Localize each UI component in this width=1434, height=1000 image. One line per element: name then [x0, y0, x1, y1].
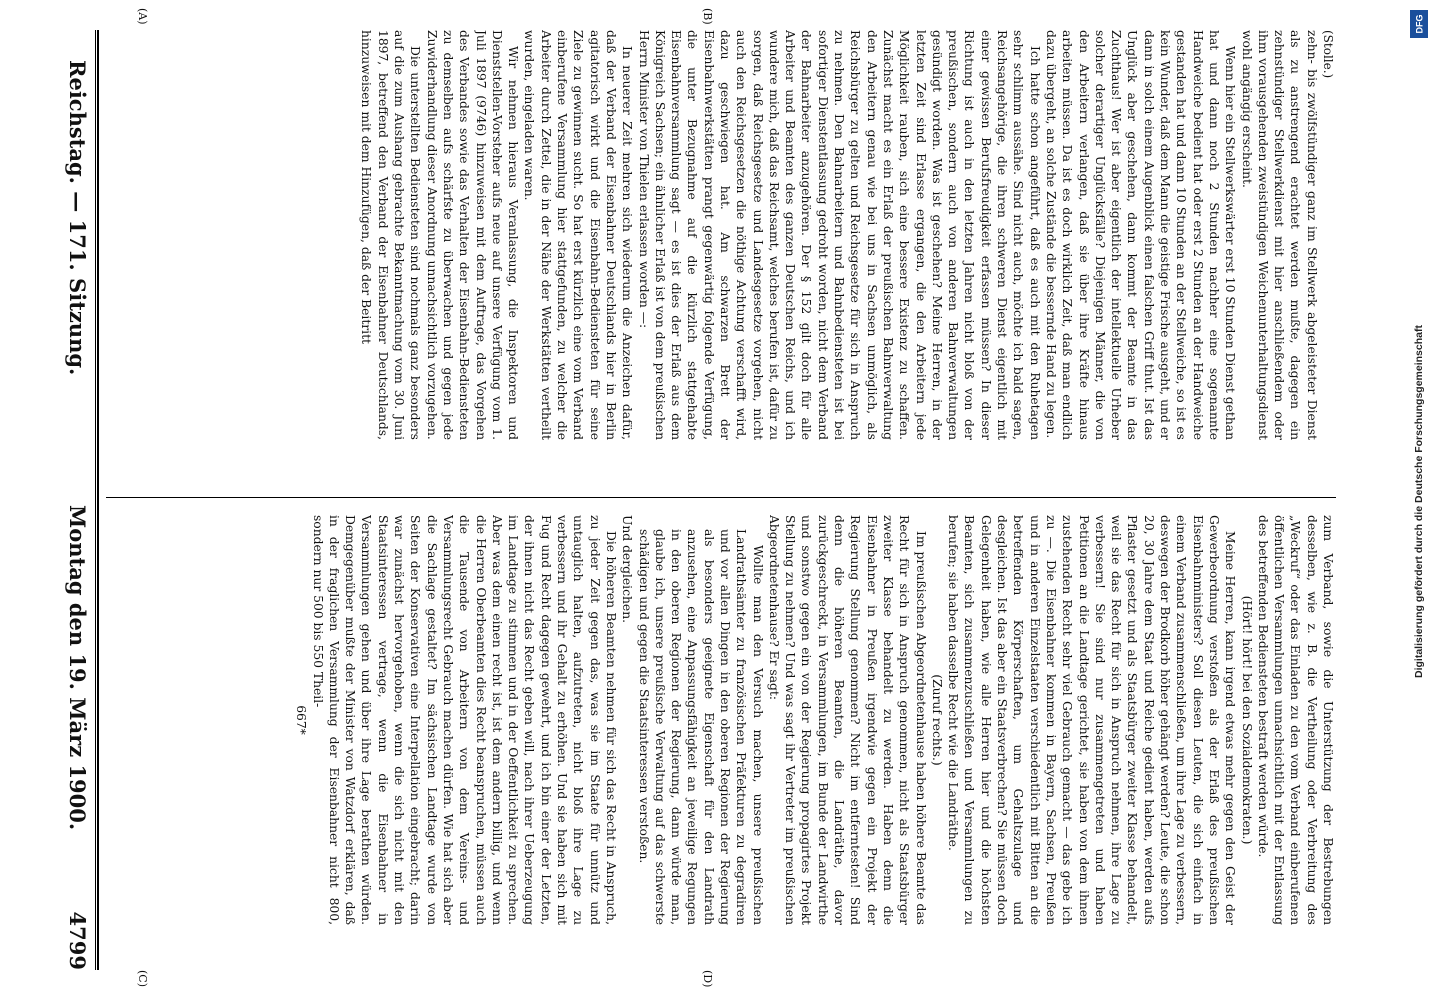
- paragraph: Wenn hier ein Stellwerkswärter erst 10 Stunden Dienst gethan hat und dann noch 2 Stunden nachher eine sogenannte Handweiche bedient hat oder erst 2 Stunden an der Handweiche gestanden hat und dann 10 Stunden an der Stellweiche, so ist es kein Wunder, daß dem Mann die geistige Frische ausgeht, und er dann in solch einem Augenblick einen falschen Griff thut. Ist das Unglück aber geschehen, dann kommt der Beamte in das Zuchthaus! Wer ist aber eigentlich der intellektuelle Urheber solcher derartiger Unglücksfälle? Diejenigen Männer, die von den Arbeitern verlangen, daß sie über ihre Kräfte hinaus arbeiten müssen. Da ist es doch wirklich Zeit, daß man endlich dazu übergeht, an solche Zustände die bessernde Hand zu legen.: [1043, 30, 1238, 440]
- dfg-credit-text: Digitalisierung gefördert durch die Deutsche Forschungsgemeinschaft: [1413, 325, 1425, 678]
- interjection: (Hört! hört! bei den Sozialdemokraten.): [1239, 595, 1254, 845]
- paragraph: Die höheren Beamten nehmen für sich das Recht in Anspruch, zu jeder Zeit gegen das, was sie im Staate für unnütz und untauglich halten, aufzutreten, nicht bloß ihre Lage zu verbessern und ihr Gehalt zu erhöhen. Und sie haben sich mit Fug und Recht dagegen gewehrt, und ich bin einer der Letzten, der ihnen nicht das Recht geben will, nach ihrer Ueberzeugung im Landtage zu stimmen und in der Oeffentlichkeit zu sprechen. Aber was dem einen recht ist, ist dem andern billig, und wenn die Herren Oberbeamten dies Recht beanspruchen, müssen auch die Tausende von Arbeitern von dem Vereins- und Versammlungsrecht Gebrauch machen dürfen. Wie hat sich aber die Sachlage gestaltet? Im sächsischen Landtage wurde von Seiten der Konservativen eine Interpellation eingebracht; darin war zunächst hervorgehoben, wenn die sich nicht mit den Staatsinteressen vertrage, wenn die Eisenbahner in Versammlungen gehen und über ihre Lage berathen würden. Demgegenüber mußte der Minister von Watzdorf erklären, daß in der fraglichen Versammlung der Eisenbahner nicht 800, sondern nur 500 bis 550 Theil-: [310, 515, 618, 925]
- marker-c: (C): [136, 970, 149, 987]
- page-number: 4799: [65, 911, 90, 970]
- header-rule: [97, 30, 99, 970]
- marker-a: (A): [136, 8, 149, 25]
- header-center-title: Montag den 19. März 1900.: [65, 505, 90, 831]
- left-column: [104, 30, 1336, 440]
- paragraph: In neuerer Zeit mehren sich wiederum die Anzeichen dafür, daß der Verband der Eisenbahner Deutschlands hier in Berlin agitatorisch wirkt und die Eisenbahn-Bediensteten für seine Ziele zu gewinnen sucht. So hat erst kürzlich eine vom Verband einberufene Versammlung hier stattgefunden, zu welcher die Arbeiter durch Zettel, die in der Nähe der Werkstätten vertheilt wurden, eingeladen waren.: [522, 30, 635, 440]
- paragraph: Ich hatte schon angeführt, daß es auch mit den Ruhetagen sehr schlimm aussähe. Sind nicht auch, möchte ich bald sagen, Reichsangehörige, die ihren schweren Dienst eigentlich mit einer gewissen Berufsfreudigkeit erfassen müssen? In dieser Richtung ist auch in den letzten Jahren nicht bloß von der preußischen, sondern auch von anderen Bahnverwaltungen gesündigt worden. Was ist geschehen? Meine Herren, in der letzten Zeit sind Erlasse ergangen, die den Arbeitern jede Möglichkeit rauben, sich eine bessere Existenz zu schaffen. Zunächst macht es ein Erlaß der preußischen Bahnverwaltung den Arbeitern genau wie bei uns in Sachsen unmöglich, als Reichsbürger zu gelten und Reichsgesetze für sich in Anspruch zu nehmen. Den Bahnarbeitern und Bahnbediensteten ist bei sofortiger Dienstentlassung gedroht worden, nicht dem Verband der Bahnarbeiter anzugehören. Der § 152 gilt doch für alle Arbeiter und Beamten des ganzen Deutschen Reichs, und ich wundere mich, daß das Reichsamt, welches berufen ist, dafür zu sorgen, daß Reichsgesetze und Landesgesetze vorgehen, nicht auch den Reichsgesetzen die nöthige Achtung verschafft wird, dazu geschwiegen hat. Am schwarzen Brett der Eisenbahnwerkstätten prangt gegenwärtig folgende Verfügung, die unter Bezugnahme auf die kürzlich stattgehabte Eisenbahnversammlung sagt — es ist dies der Erlaß aus dem Königreich Sachsen; ein ähnlicher Erlaß ist von dem preußischen Herrn Minister von Thielen erlassen worden —:: [636, 30, 1042, 440]
- marker-d: (D): [701, 970, 714, 988]
- paragraph: zehn- bis zwölfstündiger ganz im Stellwerk abgeleisteter Dienst als zu anstrengend erachtet werden mußte, dagegen ein zehnstündiger Stellwerkdienst mit hier anschließendem oder ihm vorausgehenden zweistündigen Weichenunterhaltungsdienst wohl angängig erscheint.: [1239, 30, 1319, 440]
- paragraph: Die unterstellten Bediensteten sind nochmals ganz besonders auf die zum Aushang gebrachte Bekanntmachung vom 30. Juni 1897, betreffend den Verband der Eisenbahner Deutschlands, hinzuweisen mit dem Hinzufügen, daß der Beitritt: [359, 30, 423, 440]
- quote: Wollte man den Versuch machen, unsere preußischen Landrathsämter zu französischen Präfekturen zu degradiren und vor allen Dingen in den oberen Regionen der Regierung als besonders geeignete Eigenschaft für den Landrath anzusehen, eine Anpassungsfähigkeit an jeweilige Regungen in den oberen Regionen der Regierung, dann würde man, glaube ich, unsere preußische Verwaltung auf das schwerste schädigen und gegen die Staatsinteressen verstoßen.: [636, 529, 765, 925]
- header-rule-bottom: [95, 30, 96, 970]
- marker-b: (B): [701, 8, 714, 25]
- paragraph: Meine Herren, kann irgend etwas mehr gegen den Geist der Gewerbeordnung verstoßen als der Erlaß des preußischen Eisenbahnministers? Soll diesen Leuten, die sich einfach in einem Verband zusammenschließen, um ihre Lage zu verbessern, deswegen der Brodkorb höher gehängt werden? Leute, die schon 20, 30 Jahre dem Staat und Reiche gedient haben, werden aufs Pflaster gesetzt und als Staatsbürger zweiter Klasse behandelt, weil sie das Recht für sich in Anspruch nehmen, ihre Lage zu verbessern! Sie sind nur zusammengetreten und haben Petitionen an die Landtage gerichtet, sie haben von dem ihnen zustehenden Recht sehr viel Gebrauch gemacht — das gebe ich zu —. Die Eisenbahner kommen in Bayern, Sachsen, Preußen und in anderen Einzelstaaten verschiedentlich mit Bitten an die betreffenden Körperschaften, um Gehaltszulage und desgleichen. Ist das aber ein Staatsverbrechen? Sie müssen doch Gelegenheit haben, wie alle Herren hier und die höchsten Beamten, sich zusammenzuschließen und Versammlungen zu berufen; sie haben dasselbe Recht wie die Landräthe.: [946, 515, 1238, 925]
- speaker-label: (Stolle.): [1321, 30, 1335, 79]
- paragraph: Wir nehmen hieraus Veranlassung, die Inspektoren und Dienststellen-Vorsteher aufs neue auf unsere Verfügung vom 1. Juli 1897 (9746) hinzuweisen mit dem Auftrage, das Vorgehen des Verbandes sowie das Verhalten der Eisenbahn-Bediensteten zu demselben aufs schärfste zu überwachen und gegen jede Zuwiderhandlung dieser Anordnung unnachsichtlich vorzugehen.: [424, 30, 521, 440]
- page-header: [34, 30, 94, 970]
- paragraph: zum Verband, sowie die Unterstützung der Bestrebungen desselben, wie z. B. die Vertheilung oder Verbreitung des „Weckruf“ oder das Einladen zu den vom Verband einberufenen öffentlichen Versammlungen unnachsichtlich mit der Entlassung des betreffenden Bediensteten bestraft werden würde.: [1255, 515, 1335, 925]
- column-separator: [106, 497, 1336, 498]
- paragraph: Im preußischen Abgeordnetenhause haben höhere Beamte das Recht für sich in Anspruch genommen, nicht als Staatsbürger zweiter Klasse behandelt zu werden. Haben denn die Eisenbahner in Preußen irgendwie gegen ein Projekt der Regierung Stellung genommen? Nicht im entferntesten! Sind denn die höheren Beamten, die Landräthe, davor zurückgeschreckt, in Versammlungen, im Bunde der Landwirthe und sonstwo gegen ein von der Regierung propagirtes Projekt Stellung zu nehmen? Und was sagt ihr Vertreter im preußischen Abgeordnetenhause? Er sagt:: [766, 515, 928, 925]
- dfg-logo-icon: DFG: [1410, 10, 1428, 38]
- interjection: (Zuruf rechts.): [929, 674, 944, 766]
- right-column: [104, 515, 1336, 925]
- paragraph: Und dergleichen.: [620, 515, 635, 624]
- page-signature: 667*: [294, 705, 309, 735]
- dfg-side-strip: [1406, 4, 1432, 999]
- header-left-title: Reichstag. — 171. Sitzung.: [65, 60, 90, 376]
